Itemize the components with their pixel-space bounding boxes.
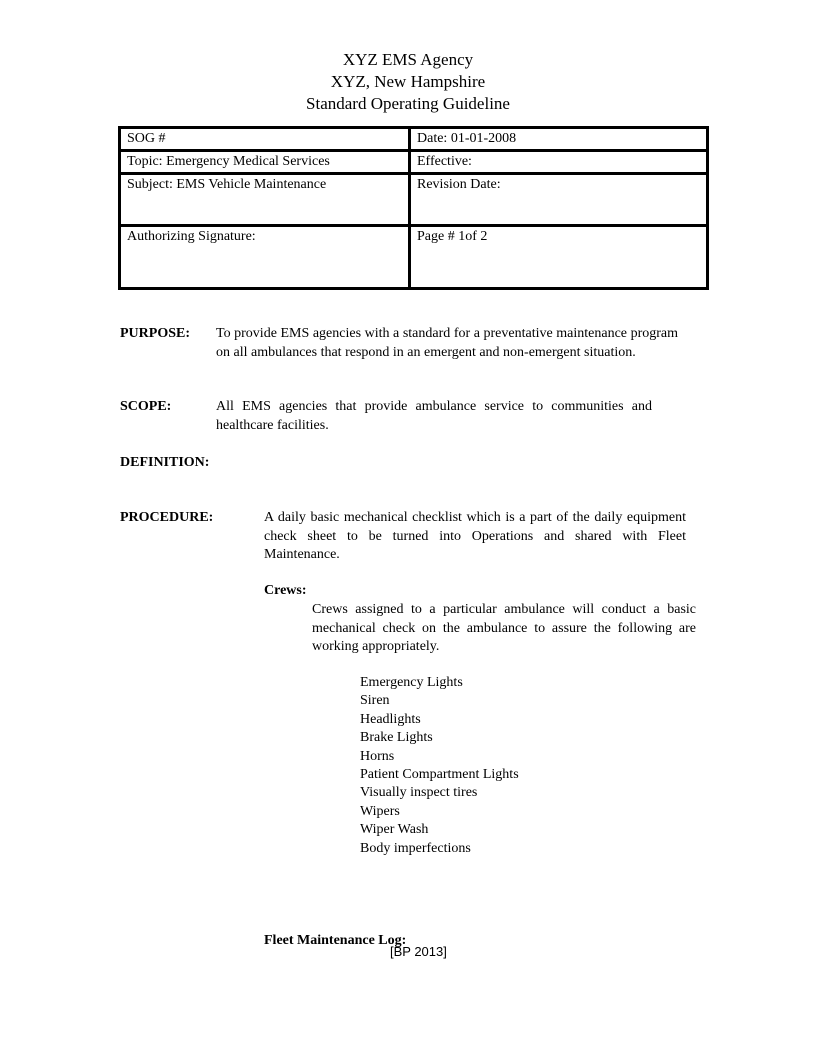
procedure-label: PROCEDURE: <box>120 510 214 525</box>
document-title: Standard Operating Guideline <box>306 94 510 113</box>
procedure-text: A daily basic mechanical checklist which is a part of the daily equipment check sheet to be turned into Operations and shared with Fleet Maintenance. <box>264 510 686 562</box>
list-item: Wiper Wash <box>360 822 429 838</box>
purpose-text: To provide EMS agencies with a standard for a preventative maintenance program on all ambulances that respond in an emergent and non-emergent situation. <box>216 326 678 360</box>
crews-label: Crews: <box>264 583 307 598</box>
definition-label: DEFINITION: <box>120 455 210 470</box>
agency-name: XYZ EMS Agency <box>342 50 474 69</box>
list-item: Headlights <box>360 711 421 727</box>
effective-cell: Effective: <box>410 150 708 173</box>
authorizing-signature-cell: Authorizing Signature: <box>120 225 410 288</box>
sog-number-cell: SOG # <box>120 128 410 151</box>
footer-note: [BP 2013] <box>390 944 447 959</box>
mechanical-checklist <box>360 674 519 858</box>
sog-info-table <box>118 126 709 290</box>
scope-label: SCOPE: <box>120 399 172 414</box>
list-item: Horns <box>360 748 395 764</box>
page-number-cell: Page # 1of 2 <box>410 225 708 288</box>
list-item: Brake Lights <box>360 730 433 746</box>
date-cell: Date: 01-01-2008 <box>410 128 708 151</box>
revision-date-cell: Revision Date: <box>410 173 708 225</box>
subject-cell: Subject: EMS Vehicle Maintenance <box>120 173 410 225</box>
scope-text: All EMS agencies that provide ambulance service to communities and healthcare facilities. <box>216 399 652 433</box>
list-item: Patient Compartment Lights <box>360 766 519 782</box>
list-item: Visually inspect tires <box>360 785 478 801</box>
document-header <box>0 49 816 115</box>
purpose-label: PURPOSE: <box>120 326 190 341</box>
topic-cell: Topic: Emergency Medical Services <box>120 150 410 173</box>
list-item: Emergency Lights <box>360 675 463 690</box>
list-item: Body imperfections <box>360 840 471 856</box>
list-item: Siren <box>360 693 390 709</box>
crews-text: Crews assigned to a particular ambulance will conduct a basic mechanical check on the ambulance to assure the following are working appropriately. <box>312 602 696 654</box>
list-item: Wipers <box>360 803 400 819</box>
agency-location: XYZ, New Hampshire <box>330 72 486 91</box>
fleet-maintenance-log-label: Fleet Maintenance Log: <box>264 933 407 948</box>
